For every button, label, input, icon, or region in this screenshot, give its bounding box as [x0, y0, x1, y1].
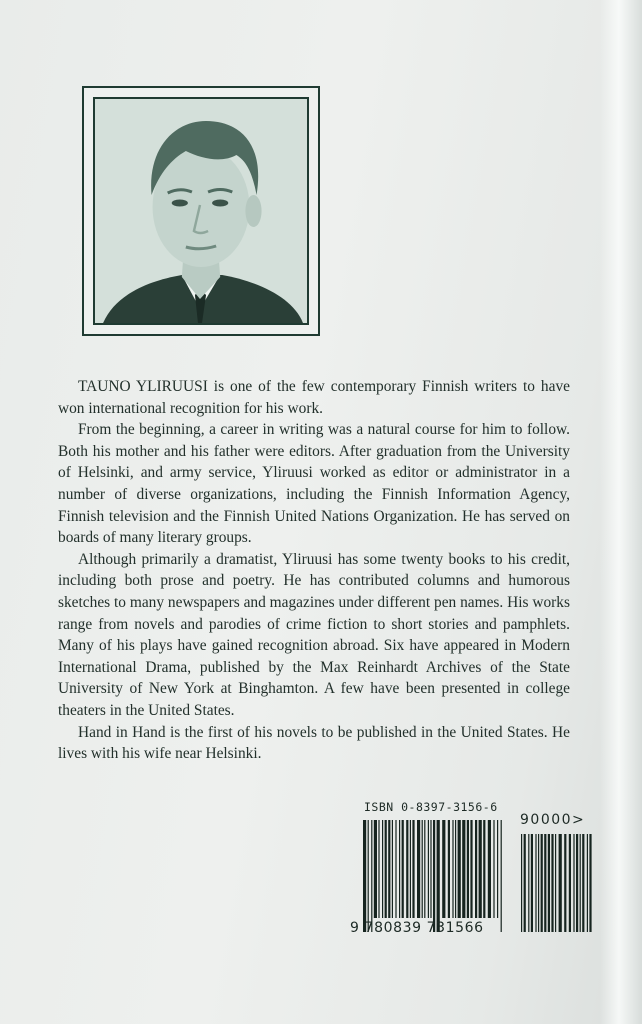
- barcode-bar: [371, 820, 372, 932]
- barcode-bar: [573, 834, 574, 932]
- bio-paragraph: Hand in Hand is the first of his novels to be published in the United States. He lives with his wife near Helsinki.: [58, 723, 570, 763]
- barcode-bar: [442, 820, 445, 918]
- barcode-bar: [455, 820, 456, 918]
- barcode-bar: [410, 820, 411, 918]
- barcode-bar: [479, 820, 482, 918]
- author-photo: [93, 97, 309, 325]
- barcode-bar: [475, 820, 477, 918]
- barcode-bar: [424, 820, 425, 918]
- barcode-bar: [417, 820, 420, 918]
- barcode-bar: [589, 834, 591, 932]
- barcode-bar: [580, 834, 581, 932]
- barcode-bar: [448, 820, 450, 918]
- barcode-bar: [412, 820, 414, 918]
- author-portrait-image: [95, 99, 307, 323]
- ean-digits: 9 780839 731566: [350, 920, 484, 936]
- barcode-bar: [374, 820, 377, 918]
- barcode-bar: [488, 820, 491, 918]
- barcode-bar: [555, 834, 556, 932]
- barcode-bar: [385, 820, 387, 918]
- barcode-bar: [458, 820, 461, 918]
- barcode-bar: [470, 820, 472, 918]
- barcode-bar: [582, 834, 584, 932]
- barcode-bar: [399, 820, 400, 918]
- barcode-bar: [392, 820, 393, 918]
- barcode-bar: [378, 820, 379, 918]
- barcode-bar: [587, 834, 588, 932]
- barcode-bar: [467, 820, 469, 918]
- barcode-bar: [452, 820, 453, 918]
- barcode-bar: [402, 820, 404, 918]
- barcode-bar: [483, 820, 485, 918]
- barcode-bar: [521, 834, 522, 932]
- barcode-bar: [528, 834, 529, 932]
- barcode-bar: [497, 820, 498, 918]
- barcode-bar: [544, 834, 546, 932]
- isbn-label: ISBN 0-8397-3156-6: [364, 800, 498, 814]
- isbn-barcode-block: [348, 800, 600, 950]
- price-code: 90000>: [520, 812, 586, 828]
- barcode-bar: [395, 820, 396, 918]
- barcode-bar: [535, 834, 536, 932]
- bio-paragraph: TAUNO YLIRUUSI is one of the few contemporary Finnish writers to have won international recognition for his work.: [58, 378, 570, 417]
- barcode-bar: [493, 820, 494, 918]
- barcode-bar: [363, 820, 366, 932]
- barcode-bar: [428, 820, 429, 918]
- bio-paragraph: Although primarily a dramatist, Yliruusi has some twenty books to his credit, including both prose and poetry. He has contributed columns and humorous sketches to many newspapers and magazines under different pen names. His works range from novels and parodies of crime fiction to short stories and pamphlets. Many of his plays have gained recognition abroad. Six have appeared in Modern International Drama, published by the Max Reinhardt Archives of the State University of New York at Binghamton. A few have been presented in college theaters in the United States.: [58, 550, 570, 719]
- barcode-bar: [548, 834, 550, 932]
- barcode-bar: [462, 820, 465, 918]
- barcode-bar: [551, 834, 553, 932]
- barcode-bar: [406, 820, 408, 918]
- barcode-bar: [437, 820, 440, 932]
- barcode-bar: [541, 834, 543, 932]
- author-biography: [58, 376, 570, 765]
- price-addon-barcode: [520, 834, 592, 932]
- barcode-bar: [382, 820, 383, 918]
- ean-barcode: [362, 820, 506, 932]
- barcode-bar: [576, 834, 578, 932]
- barcode-bar: [433, 820, 435, 932]
- barcode-bar: [501, 820, 502, 932]
- cover-edge-highlight: [600, 0, 642, 1024]
- barcode-bar: [430, 820, 431, 918]
- barcode-bar: [422, 820, 423, 918]
- author-photo-frame: [82, 86, 320, 336]
- barcode-bar: [564, 834, 566, 932]
- barcode-bar: [368, 820, 369, 932]
- barcode-bar: [388, 820, 390, 918]
- barcode-bar: [531, 834, 533, 932]
- barcode-bar: [569, 834, 571, 932]
- barcode-bar: [559, 834, 562, 932]
- barcode-bar: [524, 834, 526, 932]
- barcode-bar: [538, 834, 539, 932]
- bio-paragraph: From the beginning, a career in writing was a natural course for him to follow. Both his mother and his father were editors. After graduation from the University of Helsinki, and army service, Yliruusi worked as editor or administrator in a number of diverse organizations, including the Finnish Information Agency, Finnish television and the Finnish United Nations Organization. He has served on boards of many literary groups.: [58, 421, 570, 547]
